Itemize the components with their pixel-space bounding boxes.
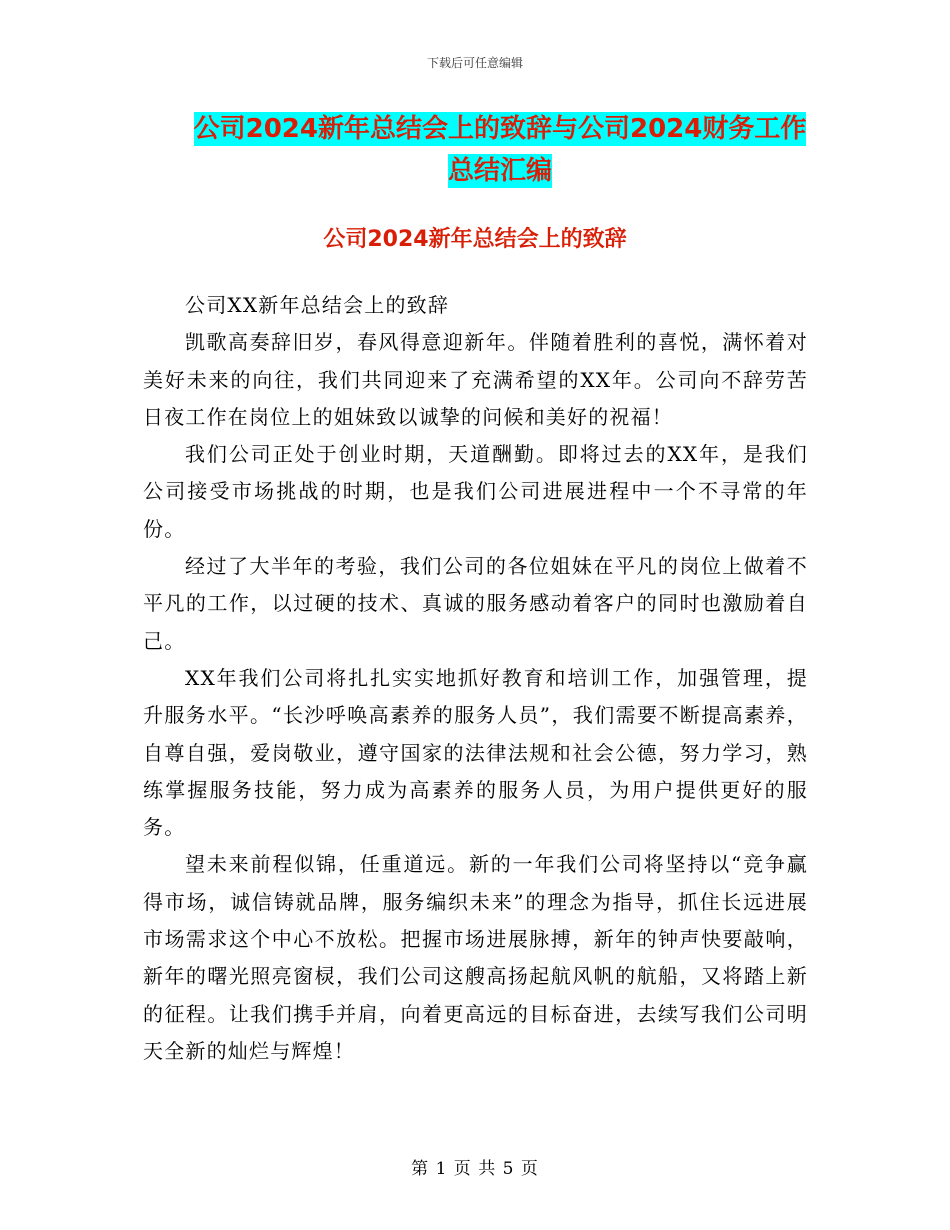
section-title: 公司2024新年总结会上的致辞 (323, 227, 627, 252)
document-title (150, 108, 850, 192)
paragraph: 我们公司正处于创业时期，天道酬勤。即将过去的XX年，是我们公司接受市场挑战的时期，也是我们公司进展进程中一个不寻常的年份。 (143, 442, 808, 541)
paragraph: 公司XX新年总结会上的致辞 (185, 293, 450, 317)
document-body (143, 287, 808, 1070)
page-number-footer: 第 1 页 共 5 页 (411, 1159, 539, 1179)
paragraph: 经过了大半年的考验，我们公司的各位姐妹在平凡的岗位上做着不平凡的工作，以过硬的技术、真诚的服务感动着客户的同时也激励着自己。 (143, 554, 808, 653)
document-title-line2: 总结汇编 (447, 156, 552, 186)
paragraph: XX年我们公司将扎扎实实地抓好教育和培训工作，加强管理，提升服务水平。“长沙呼唤高素养的服务人员”，我们需要不断提高素养，自尊自强，爱岗敬业，遵守国家的法律法规和社会公德，努力学习，熟练掌握服务技能，努力成为高素养的服务人员，为用户提供更好的服务。 (143, 665, 808, 840)
document-title-line1: 公司2024新年总结会上的致辞与公司2024财务工作 (193, 114, 807, 144)
paragraph: 望未来前程似锦，任重道远。新的一年我们公司将坚持以“竞争赢得市场，诚信铸就品牌，服务编织未来”的理念为指导，抓住长远进展市场需求这个中心不放松。把握市场进展脉搏，新年的钟声快要敲响，新年的曙光照亮窗棂，我们公司这艘高扬起航风帆的航船，又将踏上新的征程。让我们携手并肩，向着更高远的目标奋进，去续写我们公司明天全新的灿烂与辉煌！ (143, 852, 808, 1063)
page-header-note: 下载后可任意编辑 (426, 56, 523, 70)
paragraph: 凯歌高奏辞旧岁，春风得意迎新年。伴随着胜利的喜悦，满怀着对美好未来的向往，我们共同迎来了充满希望的XX年。公司向不辞劳苦日夜工作在岗位上的姐妹致以诚挚的问候和美好的祝福！ (143, 330, 808, 429)
